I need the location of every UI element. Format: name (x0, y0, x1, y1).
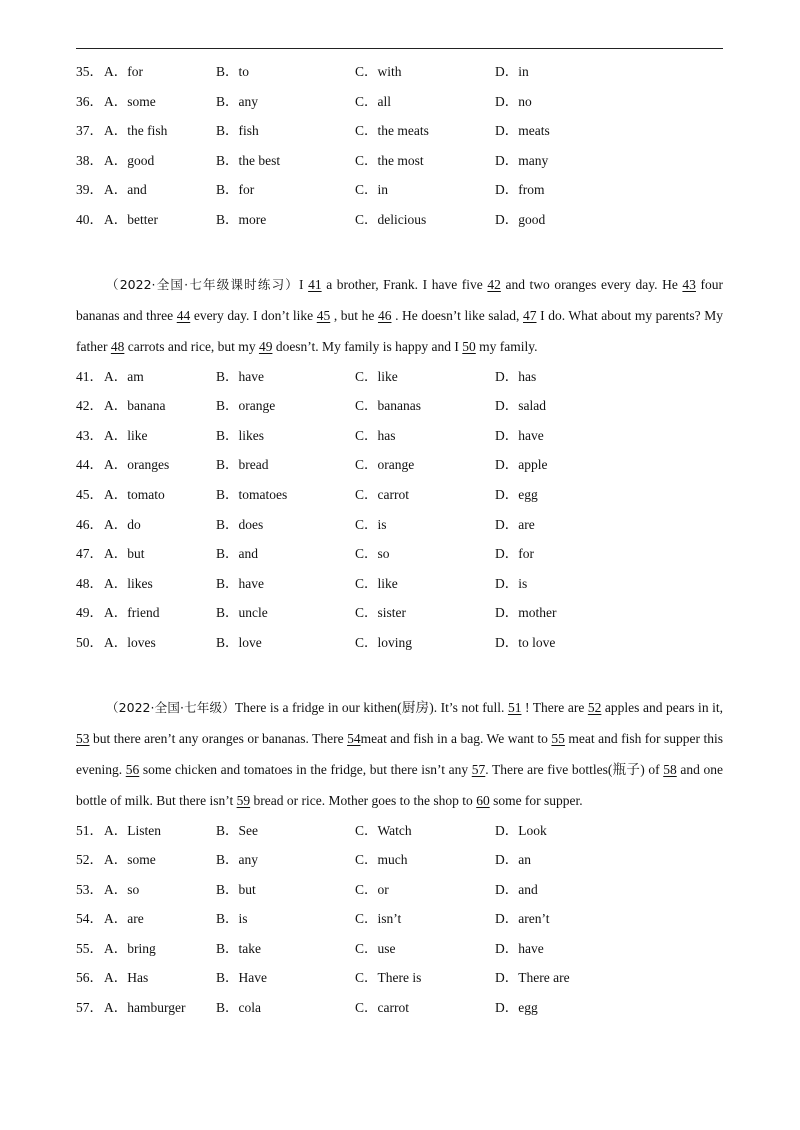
passage-text: but there aren’t any oranges or bananas. There (89, 730, 348, 746)
option-c: C．isn’t (355, 911, 402, 927)
option-b: B．Have (216, 970, 267, 986)
question-number: 42． (76, 398, 103, 414)
option-a: A．so (104, 881, 140, 897)
option-a: A．some (104, 93, 156, 109)
passage-source: （2022·全国·七年级） (106, 699, 235, 715)
blank-59: 59 (236, 792, 251, 808)
option-a: A．good (104, 152, 155, 168)
question-row (76, 845, 723, 875)
option-b: B．does (216, 516, 264, 532)
option-d: D．to love (495, 634, 556, 650)
option-a: A．tomato (104, 486, 165, 502)
blank-47: 47 (523, 307, 537, 323)
blank-58: 58 (663, 761, 677, 777)
question-number: 37． (76, 123, 103, 139)
question-number: 56． (76, 970, 103, 986)
option-c: C．so (355, 546, 390, 562)
option-d: D．and (495, 881, 538, 897)
option-d: D．have (495, 940, 544, 956)
question-number: 43． (76, 427, 103, 443)
question-number: 54． (76, 911, 103, 927)
blank-50: 50 (462, 338, 476, 354)
passage-text: bread or rice. Mother goes to the shop to (250, 792, 477, 808)
option-b: B．have (216, 368, 264, 384)
option-d: D．egg (495, 486, 538, 502)
option-a: A．the fish (104, 123, 168, 139)
option-a: A．some (104, 852, 156, 868)
blank-52: 52 (587, 699, 602, 715)
option-d: D．for (495, 546, 534, 562)
question-row (76, 875, 723, 905)
option-c: C．is (355, 516, 387, 532)
option-d: D．an (495, 852, 531, 868)
blank-55: 55 (551, 730, 565, 746)
option-c: C．the most (355, 152, 424, 168)
question-row (76, 87, 723, 117)
passage-text: meat and fish for supper this evening. (76, 730, 723, 777)
option-a: A．am (104, 368, 144, 384)
option-d: D．egg (495, 1000, 538, 1016)
option-c: C．loving (355, 634, 413, 650)
question-number: 53． (76, 881, 103, 897)
passage-text: I (299, 276, 309, 292)
option-b: B．love (216, 634, 262, 650)
option-c: C．bananas (355, 398, 421, 414)
option-a: A．better (104, 211, 158, 227)
question-row (76, 904, 723, 934)
question-row (76, 116, 723, 146)
option-c: C．Watch (355, 822, 412, 838)
option-a: A．like (104, 427, 148, 443)
option-c: C．like (355, 575, 398, 591)
blank-57: 57 (471, 761, 486, 777)
question-number: 41． (76, 368, 103, 384)
question-number: 35． (76, 64, 103, 79)
question-group-41-50 (76, 362, 723, 658)
blank-46: 46 (377, 307, 392, 323)
question-row (76, 934, 723, 964)
question-number: 48． (76, 575, 103, 591)
question-row (76, 628, 723, 658)
question-row (76, 391, 723, 421)
option-c: C．delicious (355, 211, 427, 227)
option-a: A．banana (104, 398, 166, 414)
passage-source: （2022·全国·七年级课时练习） (106, 276, 300, 292)
option-d: D．mother (495, 605, 557, 621)
question-number: 47． (76, 546, 103, 562)
blank-41: 41 (308, 276, 322, 292)
option-b: B．orange (216, 398, 276, 414)
question-number: 39． (76, 182, 103, 198)
question-number: 44． (76, 457, 103, 473)
option-c: C．all (355, 93, 391, 109)
option-b: B．the best (216, 152, 281, 168)
option-d: D．from (495, 182, 545, 198)
option-a: A．likes (104, 575, 153, 591)
question-row (76, 480, 723, 510)
option-b: B．any (216, 852, 258, 868)
passage-text: , but he (330, 307, 378, 323)
option-a: A．do (104, 516, 141, 532)
option-b: B．fish (216, 123, 259, 139)
question-number: 55． (76, 940, 103, 956)
passage-text: apples and pears in it, (601, 699, 723, 715)
option-b: B．See (216, 822, 258, 838)
option-c: C．or (355, 881, 389, 897)
page-content (76, 57, 723, 1023)
option-a: A．Has (104, 970, 149, 986)
option-b: B．for (216, 182, 255, 198)
option-c: C．sister (355, 605, 407, 621)
option-c: C．like (355, 368, 398, 384)
question-number: 36． (76, 93, 103, 109)
option-d: D．is (495, 575, 528, 591)
option-a: A．and (104, 182, 147, 198)
option-c: C．orange (355, 457, 415, 473)
passage-text: carrots and rice, but my (124, 338, 259, 354)
blank-48: 48 (110, 338, 125, 354)
blank-49: 49 (258, 338, 273, 354)
blank-60: 60 (476, 792, 490, 808)
passage-text: and one bottle of milk. But there isn’t (76, 761, 724, 808)
option-d: D．no (495, 93, 532, 109)
passage-text: some chicken and tomatoes in the fridge, but there isn’t any (139, 761, 472, 777)
cloze-passage-41-50 (76, 269, 723, 362)
option-a: A．Listen (104, 822, 161, 838)
option-b: B．more (216, 211, 267, 227)
option-b: B．to (216, 64, 250, 79)
option-c: C．the meats (355, 123, 429, 139)
option-d: D．good (495, 211, 546, 227)
question-row (76, 993, 723, 1023)
blank-45: 45 (316, 307, 331, 323)
option-d: D．Look (495, 822, 547, 838)
option-a: A．oranges (104, 457, 170, 473)
option-d: D．have (495, 427, 544, 443)
option-a: A．for (104, 64, 143, 79)
option-c: C．carrot (355, 486, 409, 502)
question-row (76, 816, 723, 846)
option-d: D．are (495, 516, 535, 532)
option-b: B．uncle (216, 605, 268, 621)
option-b: B．bread (216, 457, 269, 473)
option-d: D．many (495, 152, 549, 168)
option-c: C．in (355, 182, 389, 198)
option-c: C．has (355, 427, 396, 443)
option-d: D．has (495, 368, 537, 384)
passage-text: There is a fridge in our kithen(厨房). It’s not full. (234, 699, 508, 715)
option-c: C．much (355, 852, 408, 868)
option-a: A．hamburger (104, 1000, 186, 1016)
header-rule (76, 48, 723, 49)
option-b: B．cola (216, 1000, 261, 1016)
option-d: D．salad (495, 398, 546, 414)
question-number: 52． (76, 852, 103, 868)
question-row (76, 510, 723, 540)
option-b: B．and (216, 546, 258, 562)
option-c: C．use (355, 940, 396, 956)
option-a: A．bring (104, 940, 156, 956)
question-group-51-57 (76, 816, 723, 1023)
question-number: 38． (76, 152, 103, 168)
blank-51: 51 (507, 699, 522, 715)
option-a: A．loves (104, 634, 156, 650)
question-group-35-40 (76, 57, 723, 235)
blank-53: 53 (76, 730, 90, 746)
passage-text: . There are five bottles(瓶子) of (485, 761, 664, 777)
question-row (76, 205, 723, 235)
option-a: A．are (104, 911, 144, 927)
option-c: C．with (355, 64, 402, 79)
question-row (76, 57, 723, 87)
passage-text: four bananas and three (76, 276, 724, 323)
question-number: 45． (76, 486, 103, 502)
question-number: 49． (76, 605, 103, 621)
question-number: 40． (76, 211, 103, 227)
option-d: D．aren’t (495, 911, 550, 927)
option-b: B．any (216, 93, 258, 109)
blank-43: 43 (682, 276, 696, 292)
question-row (76, 598, 723, 628)
passage-text: I do. What about my parents? My father (76, 307, 723, 354)
option-d: D．in (495, 64, 529, 79)
question-row (76, 175, 723, 205)
question-row (76, 421, 723, 451)
option-b: B．tomatoes (216, 486, 288, 502)
option-b: B．take (216, 940, 261, 956)
blank-42: 42 (487, 276, 501, 292)
question-row (76, 146, 723, 176)
question-row (76, 569, 723, 599)
option-b: B．have (216, 575, 264, 591)
question-number: 50． (76, 634, 103, 650)
question-row (76, 963, 723, 993)
passage-text: . He doesn’t like salad, (391, 307, 524, 323)
question-number: 51． (76, 822, 103, 838)
option-a: A．but (104, 546, 145, 562)
passage-text: my family. (475, 338, 538, 354)
option-d: D．meats (495, 123, 550, 139)
option-a: A．friend (104, 605, 160, 621)
passage-text: meat and fish in a bag. We want to (360, 730, 552, 746)
passage-text: a brother, Frank. I have five (321, 276, 488, 292)
option-c: C．There is (355, 970, 422, 986)
passage-text: doesn’t. My family is happy and I (272, 338, 463, 354)
question-number: 46． (76, 516, 103, 532)
option-b: B．but (216, 881, 256, 897)
option-b: B．is (216, 911, 248, 927)
option-d: D．apple (495, 457, 548, 473)
question-number: 57． (76, 1000, 103, 1016)
option-c: C．carrot (355, 1000, 409, 1016)
passage-text: every day. I don’t like (190, 307, 317, 323)
passage-text: ! There are (521, 699, 588, 715)
passage-text: and two oranges every day. He (500, 276, 683, 292)
question-row (76, 362, 723, 392)
option-b: B．likes (216, 427, 265, 443)
question-row (76, 539, 723, 569)
blank-54: 54 (347, 730, 361, 746)
cloze-passage-51-60 (76, 692, 723, 816)
passage-text: some for supper. (489, 792, 583, 808)
question-row (76, 450, 723, 480)
option-d: D．There are (495, 970, 570, 986)
blank-56: 56 (125, 761, 140, 777)
blank-44: 44 (176, 307, 191, 323)
